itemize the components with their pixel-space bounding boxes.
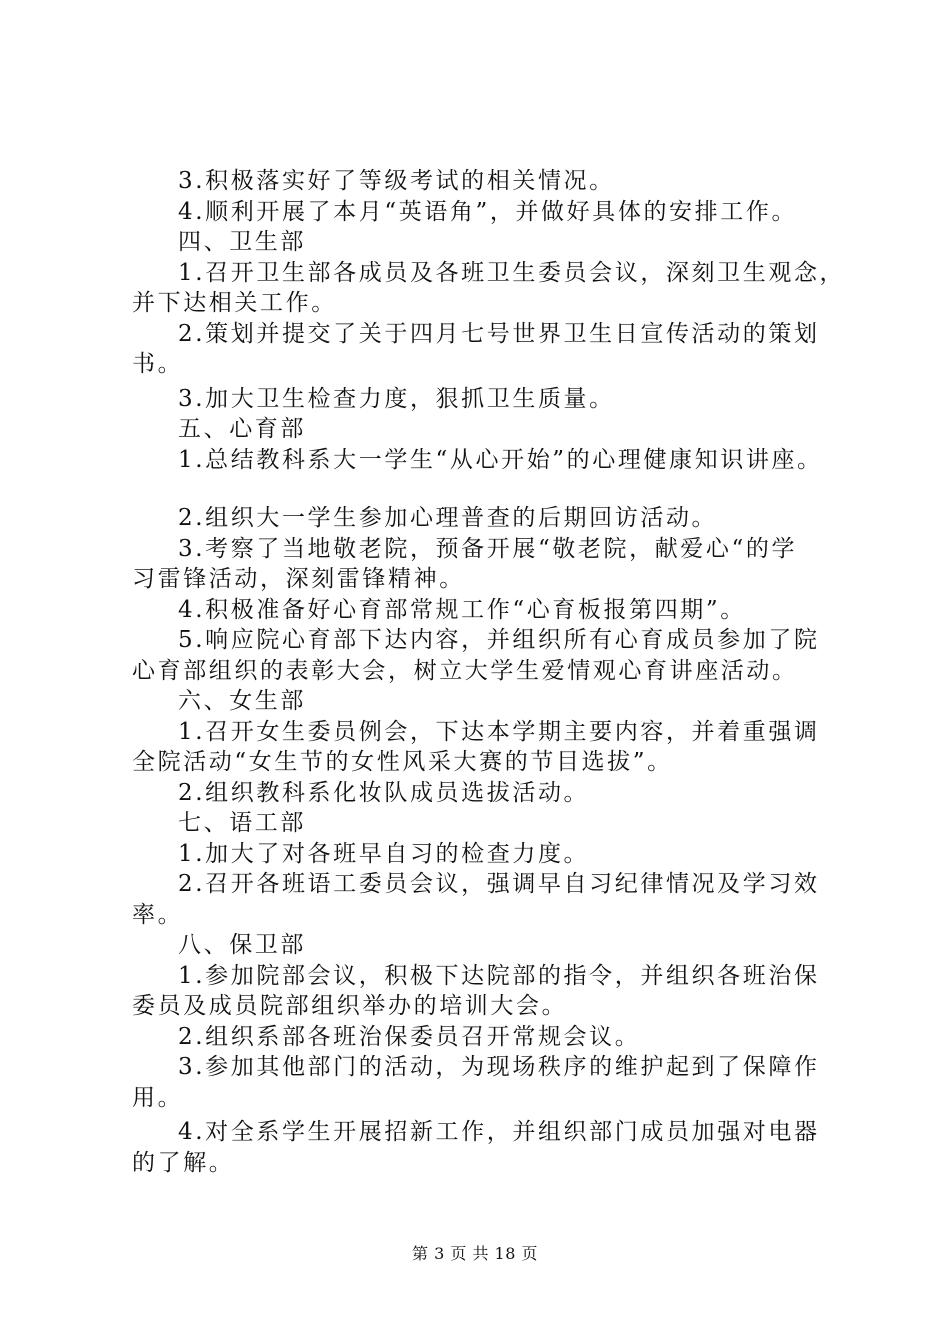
section-heading: 四、卫生部	[178, 229, 306, 255]
paragraph-line: 1.召开卫生部各成员及各班卫生委员会议，深刻卫生观念，	[178, 259, 846, 286]
page-footer: 第 3 页 共 18 页	[412, 1244, 538, 1263]
paragraph-line: 4.对全系学生开展招新工作，并组织部门成员加强对电器	[178, 1119, 820, 1145]
section-heading: 五、心育部	[178, 416, 306, 442]
paragraph-line: 3.考察了当地敬老院，预备开展“敬老院，献爱心“的学	[178, 535, 798, 562]
paragraph-line: 2.召开各班语工委员会议，强调早自习纪律情况及学习效	[178, 871, 820, 897]
paragraph-line: 1.参加院部会议，积极下达院部的指令，并组织各班治保	[178, 962, 820, 989]
paragraph-line: 习雷锋活动，深刻雷锋精神。	[132, 566, 465, 592]
section-heading: 六、女生部	[178, 688, 306, 714]
paragraph-line: 2.策划并提交了关于四月七号世界卫生日宣传活动的策划	[178, 320, 820, 347]
section-heading: 七、语工部	[178, 810, 306, 836]
paragraph-line: 5.响应院心育部下达内容，并组织所有心育成员参加了院	[178, 627, 820, 653]
paragraph-line: 书。	[132, 351, 184, 377]
paragraph-line: 委员及成员院部组织举办的培训大会。	[132, 993, 568, 1019]
section-heading: 八、保卫部	[178, 932, 306, 958]
paragraph-line: 3.参加其他部门的活动，为现场秩序的维护起到了保障作	[178, 1054, 820, 1080]
paragraph-line: 2.组织大一学生参加心理普查的后期回访活动。	[178, 505, 718, 531]
paragraph-line: 4.积极准备好心育部常规工作“心育板报第四期”。	[178, 596, 746, 623]
paragraph-line: 用。	[132, 1084, 184, 1111]
paragraph-line: 并下达相关工作。	[132, 290, 337, 316]
paragraph-line: 率。	[132, 901, 184, 928]
paragraph-line: 2.组织教科系化妆队成员选拔活动。	[178, 779, 590, 806]
paragraph-line: 的了解。	[132, 1149, 235, 1176]
paragraph-line: 全院活动“女生节的女性风采大赛的节目选拔”。	[132, 749, 673, 775]
paragraph-line: 1.召开女生委员例会，下达本学期主要内容，并着重强调	[178, 718, 820, 745]
paragraph-line: 4.顺利开展了本月“英语角”，并做好具体的安排工作。	[178, 198, 798, 225]
paragraph-line: 1.总结教科系大一学生“从心开始”的心理健康知识讲座。	[178, 446, 823, 473]
document-body	[132, 166, 852, 1178]
paragraph-line: 心育部组织的表彰大会，树立大学生爱情观心育讲座活动。	[132, 657, 798, 684]
paragraph-line: 1.加大了对各班早自习的检查力度。	[178, 840, 590, 867]
paragraph-line: 2.组织系部各班治保委员召开常规会议。	[178, 1023, 641, 1050]
paragraph-line: 3.加大卫生检查力度，狠抓卫生质量。	[178, 385, 615, 412]
paragraph-line: 3.积极落实好了等级考试的相关情况。	[178, 168, 615, 194]
